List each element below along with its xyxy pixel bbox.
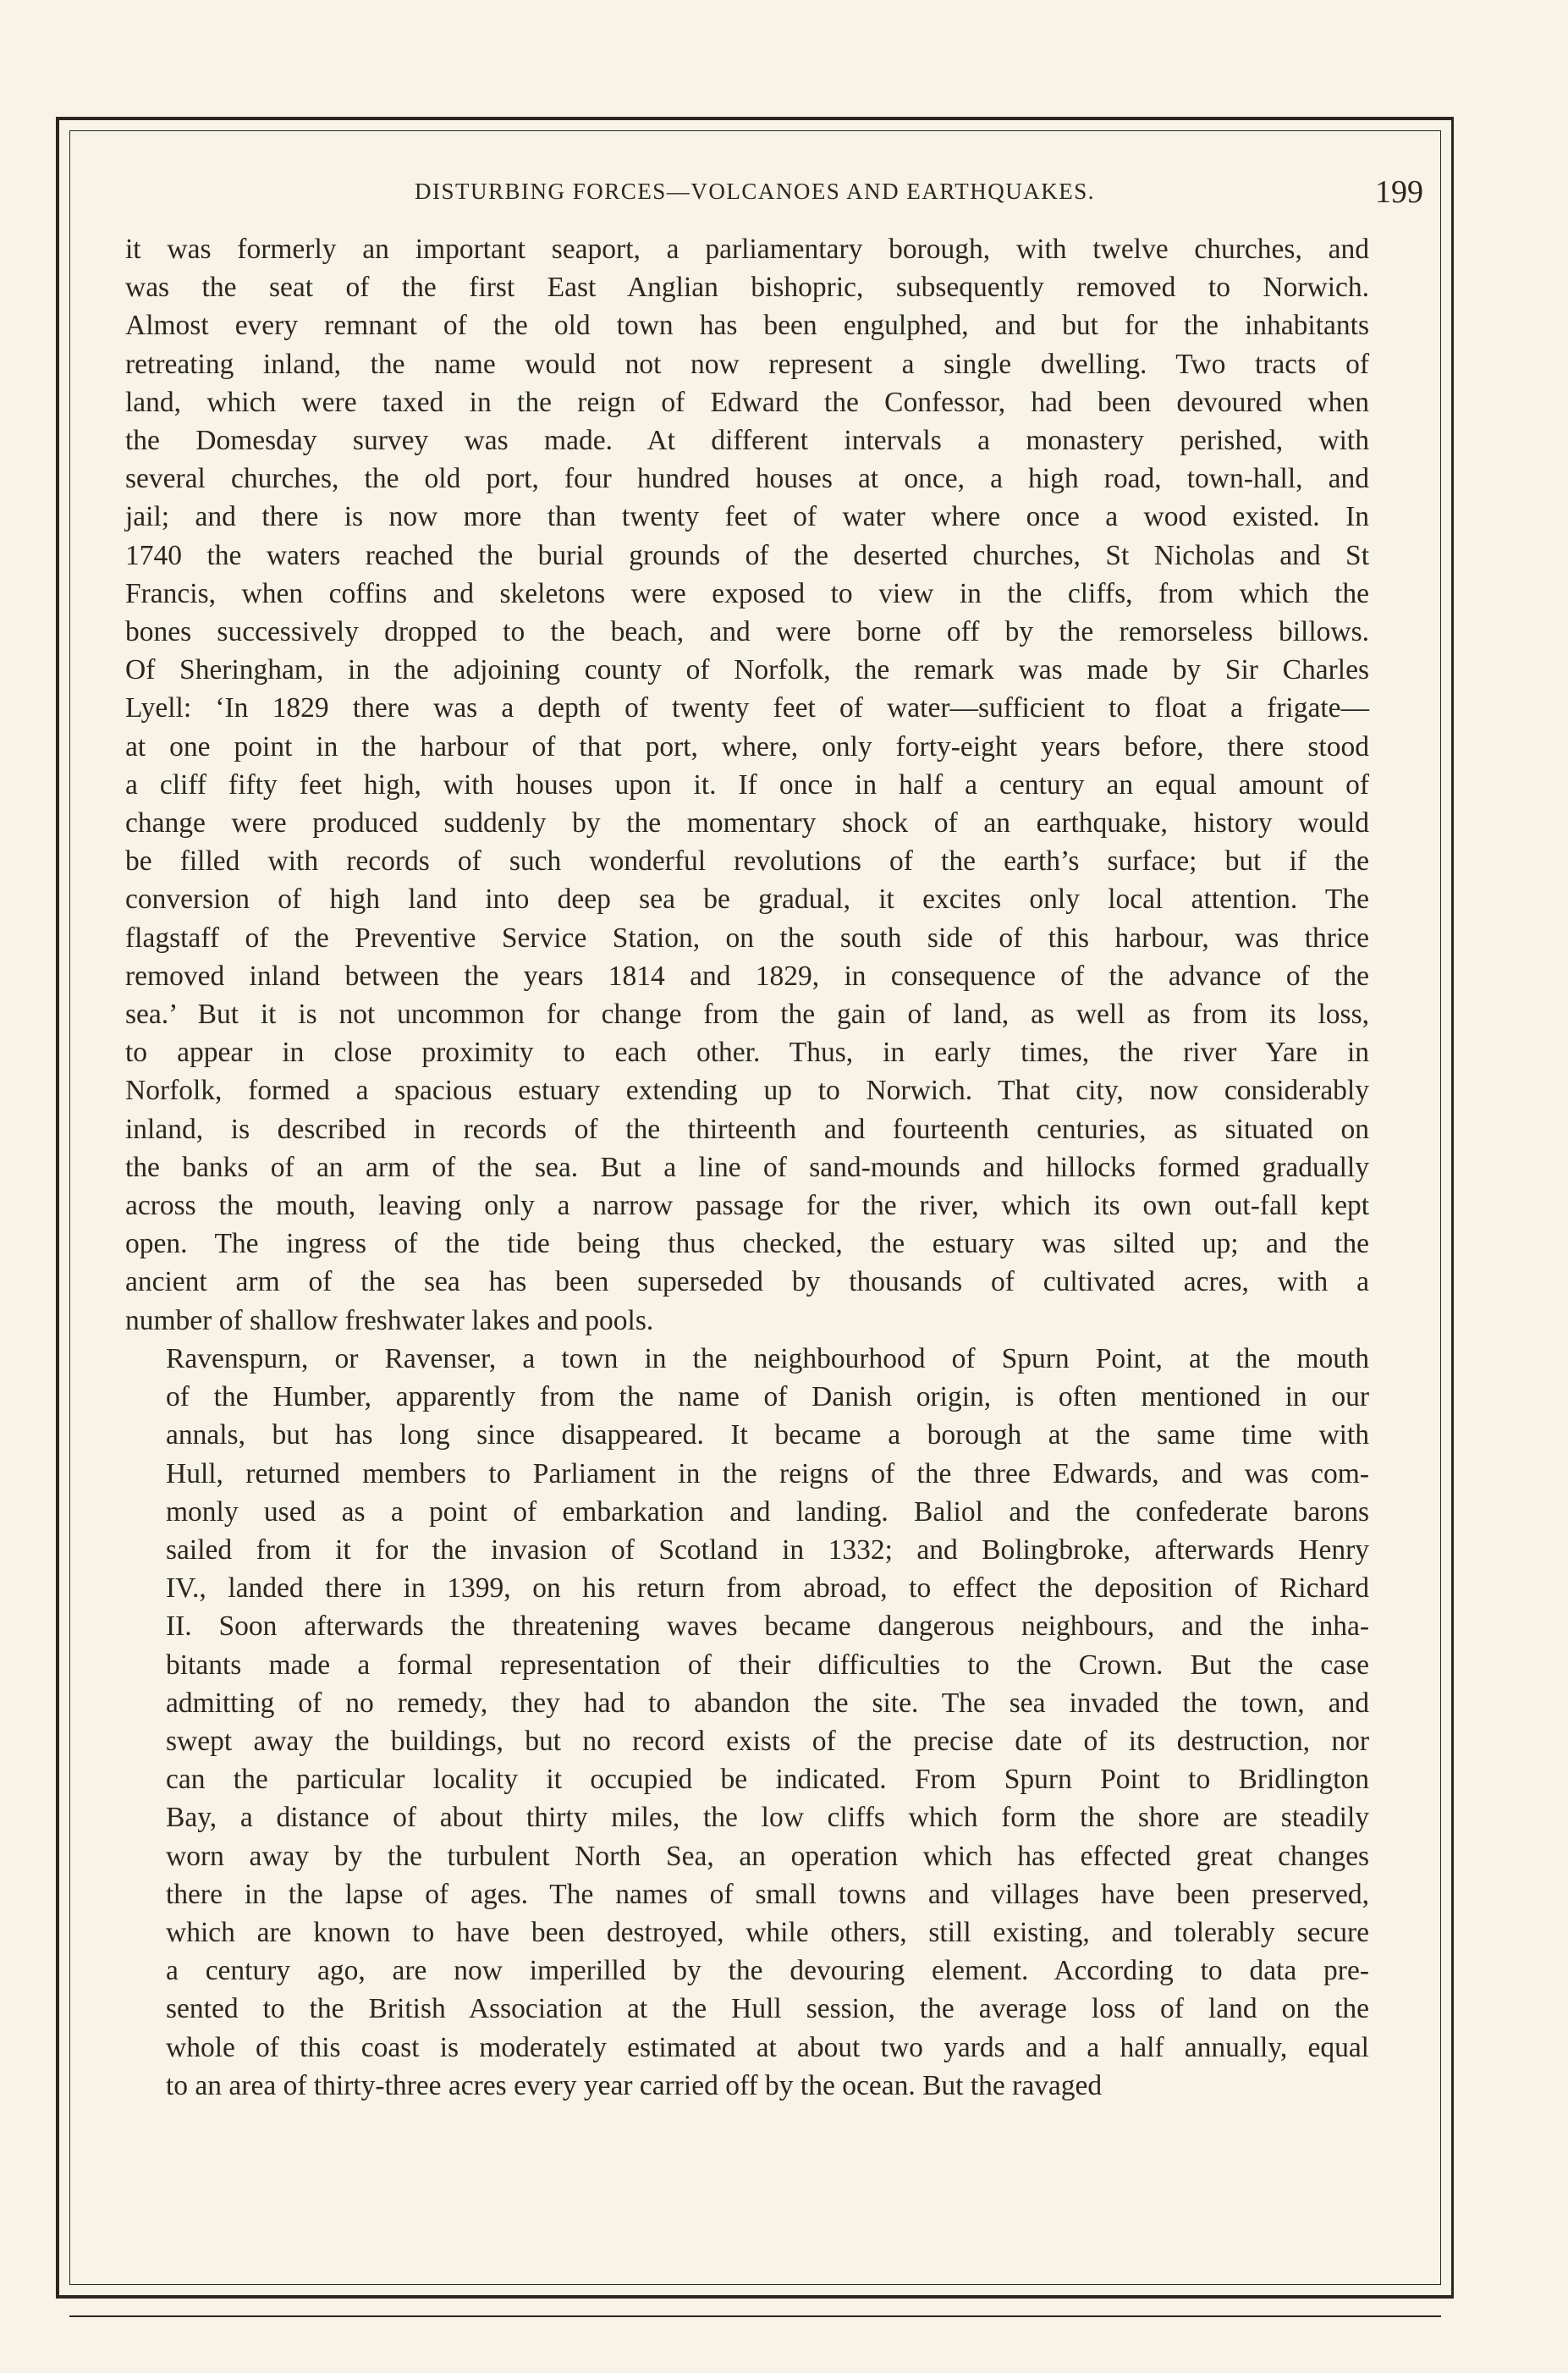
text-line: removed inland between the years 1814 and 1829, in consequence of the advance of the: [125, 960, 1369, 992]
text-line: 1740 the waters reached the burial grounds of the deserted churches, St Nicholas and St: [125, 539, 1369, 571]
text-line: across the mouth, leaving only a narrow passage for the river, which its own out-fall kept: [125, 1190, 1369, 1222]
text-line: Almost every remnant of the old town has been engulphed, and but for the inhabitants: [125, 310, 1369, 342]
text-line: sented to the British Association at the Hull session, the average loss of land on the: [166, 1993, 1369, 2025]
text-line: bitants made a formal representation of their difficulties to the Crown. But the case: [166, 1649, 1369, 1681]
page-number: 199: [1375, 174, 1423, 210]
text-line: the banks of an arm of the sea. But a line of sand-mounds and hillocks formed gradually: [125, 1151, 1369, 1183]
paragraph-1: [125, 230, 1369, 1340]
text-line: a cliff fifty feet high, with houses upon it. If once in half a century an equal amount of: [125, 768, 1369, 801]
text-line: retreating inland, the name would not now represent a single dwelling. Two tracts of: [125, 348, 1369, 380]
text-line: number of shallow freshwater lakes and pools.: [125, 1304, 654, 1336]
text-line: Hull, returned members to Parliament in the reigns of the three Edwards, and was com-: [166, 1457, 1369, 1489]
text-line: II. Soon afterwards the threatening waves became dangerous neighbours, and the inha-: [166, 1610, 1369, 1643]
text-line: to appear in close proximity to each other. Thus, in early times, the river Yare in: [125, 1037, 1369, 1069]
text-line: open. The ingress of the tide being thus checked, the estuary was silted up; and the: [125, 1228, 1369, 1260]
text-line: it was formerly an important seaport, a parliamentary borough, with twelve churches, and: [125, 234, 1369, 265]
text-line: flagstaff of the Preventive Service Station, on the south side of this harbour, was thrice: [125, 922, 1369, 954]
text-line: Ravenspurn, or Ravenser, a town in the neighbourhood of Spurn Point, at the mouth: [166, 1342, 1369, 1374]
text-line: swept away the buildings, but no record exists of the precise date of its destruction, nor: [166, 1725, 1369, 1757]
text-line: conversion of high land into deep sea be gradual, it excites only local attention. The: [125, 884, 1369, 916]
text-line: ancient arm of the sea has been superseded by thousands of cultivated acres, with a: [125, 1266, 1369, 1298]
text-line: jail; and there is now more than twenty feet of water where once a wood existed. In: [125, 501, 1369, 533]
text-line: annals, but has long since disappeared. It became a borough at the same time with: [166, 1419, 1369, 1451]
text-line: can the particular locality it occupied be indicated. From Spurn Point to Bridlington: [166, 1764, 1369, 1796]
text-line: land, which were taxed in the reign of Edward the Confessor, had been devoured when: [125, 386, 1369, 418]
text-line: sailed from it for the invasion of Scotland in 1332; and Bolingbroke, afterwards Henry: [166, 1533, 1369, 1566]
text-line: Bay, a distance of about thirty miles, the low cliffs which form the shore are steadily: [166, 1802, 1369, 1834]
text-line: admitting of no remedy, they had to abandon the site. The sea invaded the town, and: [166, 1687, 1369, 1719]
text-line: to an area of thirty-three acres every year carried off by the ocean. But the ravaged: [166, 2069, 1103, 2101]
text-line: Francis, when coffins and skeletons were exposed to view in the cliffs, from which the: [125, 577, 1369, 609]
text-line: worn away by the turbulent North Sea, an operation which has effected great changes: [166, 1840, 1369, 1872]
running-head: DISTURBING FORCES—VOLCANOES AND EARTHQUAKES.: [415, 179, 1095, 204]
page-header: [78, 173, 1432, 211]
text-line: sea.’ But it is not uncommon for change from the gain of land, as well as from its loss,: [125, 999, 1369, 1031]
text-line: was the seat of the first East Anglian bishopric, subsequently removed to Norwich.: [125, 272, 1369, 304]
text-line: Lyell: ‘In 1829 there was a depth of twenty feet of water—sufficient to float a frigate—: [125, 692, 1369, 724]
text-line: whole of this coast is moderately estimated at about two yards and a half annually, equal: [166, 2031, 1369, 2063]
text-line: a century ago, are now imperilled by the devouring element. According to data pre-: [166, 1955, 1369, 1987]
text-line: there in the lapse of ages. The names of small towns and villages have been preserved,: [166, 1878, 1369, 1910]
body-text: [125, 230, 1369, 2105]
text-line: Norfolk, formed a spacious estuary extending up to Norwich. That city, now considerably: [125, 1075, 1369, 1107]
text-line: several churches, the old port, four hundred houses at once, a high road, town-hall, and: [125, 463, 1369, 495]
text-line: inland, is described in records of the thirteenth and fourteenth centuries, as situated on: [125, 1113, 1369, 1145]
text-line: bones successively dropped to the beach, and were borne off by the remorseless billows.: [125, 616, 1369, 648]
text-line: IV., landed there in 1399, on his return from abroad, to effect the deposition of Richard: [166, 1572, 1369, 1605]
text-line: at one point in the harbour of that port, where, only forty-eight years before, there stood: [125, 730, 1369, 763]
bottom-rule: [69, 2315, 1441, 2317]
text-line: change were produced suddenly by the momentary shock of an earthquake, history would: [125, 807, 1369, 840]
text-line: monly used as a point of embarkation and landing. Baliol and the confederate barons: [166, 1495, 1369, 1528]
text-line: be filled with records of such wonderful revolutions of the earth’s surface; but if the: [125, 845, 1369, 878]
text-line: the Domesday survey was made. At different intervals a monastery perished, with: [125, 425, 1369, 457]
text-line: Of Sheringham, in the adjoining county of Norfolk, the remark was made by Sir Charles: [125, 654, 1369, 686]
text-line: of the Humber, apparently from the name of Danish origin, is often mentioned in our: [166, 1381, 1369, 1413]
text-line: which are known to have been destroyed, while others, still existing, and tolerably secure: [166, 1916, 1369, 1948]
paragraph-2: [125, 1340, 1369, 2105]
